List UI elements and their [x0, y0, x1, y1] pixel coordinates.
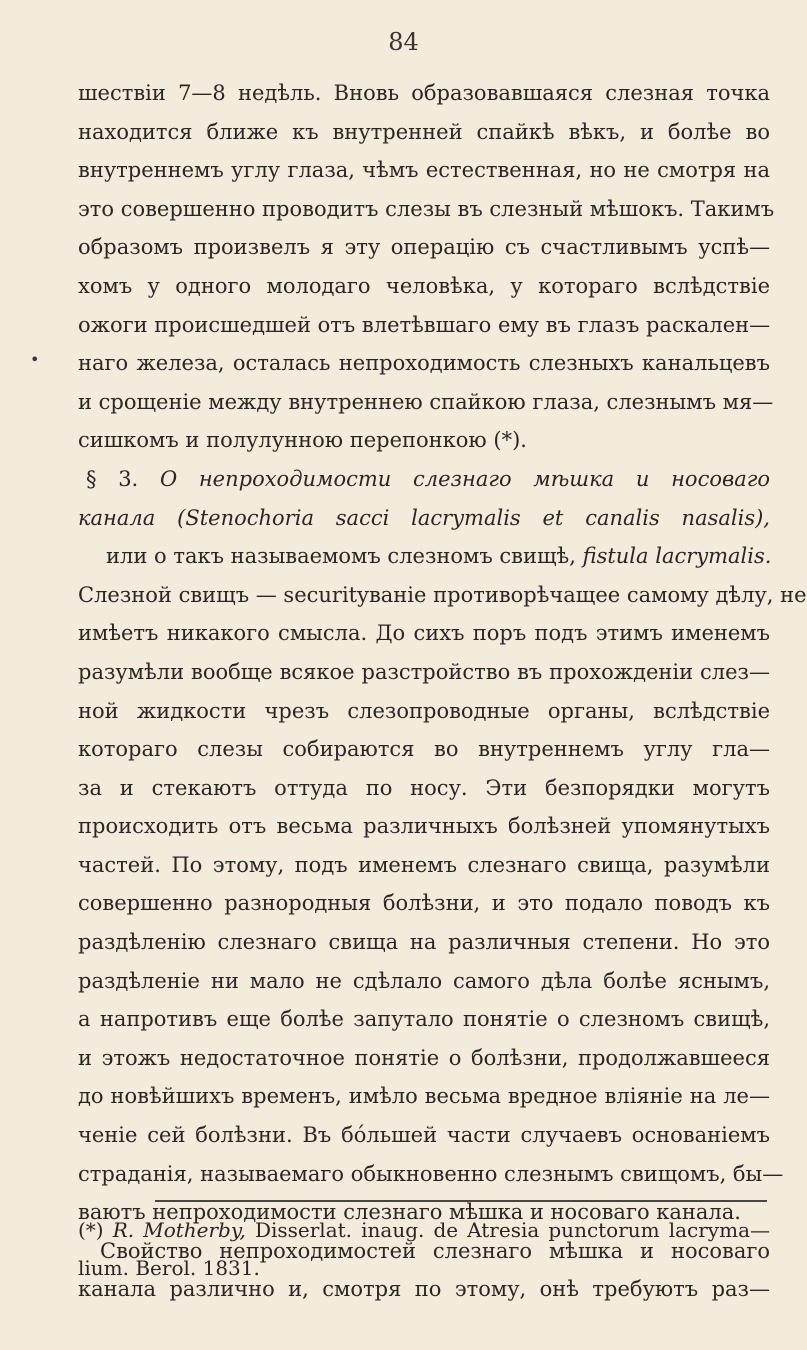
- text-line: частей. По этому, подъ именемъ слезнаго свища, разумѣли: [78, 852, 770, 877]
- text-line: и этожъ недостаточное понятіе о болѣзни, продолжавшееся: [78, 1045, 770, 1070]
- text-line: раздѣленію слезнаго свища на различныя степени. Но это: [78, 930, 770, 955]
- text-line: ченіе сей болѣзни. Въ бо́льшей части случаевъ основаніемъ: [78, 1123, 770, 1148]
- text-line: имѣетъ никакого смысла. До сихъ поръ подъ этимъ именемъ: [78, 621, 770, 646]
- text-line: ваютъ непроходимости слезнаго мѣшка и носоваго канала.: [78, 1200, 741, 1225]
- text-line: шествіи 7—8 недѣль. Вновь образовавшаяся слезная точка: [78, 81, 770, 105]
- section-heading-line: [78, 460, 770, 499]
- text-line: совершенно разнородныя болѣзни, и это подало поводъ къ: [78, 891, 770, 916]
- text-line: наго железа, осталась непроходимость слезныхъ канальцевъ: [78, 351, 770, 376]
- text-line: Свойство непроходимостей слезнаго мѣшка и носоваго: [100, 1238, 770, 1263]
- text-line: канала различно и, смотря по этому, онѣ требуютъ раз—: [78, 1277, 770, 1302]
- margin-mark: •: [30, 350, 40, 369]
- text-line: хомъ у одного молодаго человѣка, у котораго вслѣдствіе: [78, 273, 770, 298]
- section-title: О непроходимости слезнаго мѣшка и носоваго: [159, 466, 770, 491]
- text-line: находится ближе къ внутренней спайкѣ вѣкъ, и болѣе во: [78, 119, 770, 144]
- text-line: раздѣленіе ни мало не сдѣлало самого дѣла болѣе яснымъ,: [78, 968, 770, 993]
- text-line: ожоги происшедшей отъ влетѣвшаго ему въ глазъ раскален—: [78, 312, 771, 337]
- section-title-cont: канала: [78, 505, 156, 530]
- section-title-latin: (Stenochoria sacci lacrymalis et canalis nasalis),: [177, 505, 770, 530]
- footnote-line: [78, 1211, 770, 1249]
- footnote-author: R. Motherby,: [112, 1218, 246, 1242]
- text-line: образомъ произвелъ я эту операцію съ счастливымъ успѣ—: [78, 235, 770, 260]
- text-line: Слезной свищъ — securityваніе противорѣчащее самому дѣлу, не: [78, 582, 807, 607]
- page-number: 84: [388, 28, 419, 56]
- text-line: происходить отъ весьма различныхъ болѣзней упомянутыхъ: [78, 814, 770, 839]
- footnote-citation: Disserlat. inaug. de Atresia punctorum lacryma—: [254, 1218, 770, 1242]
- footnote-line: lium. Berol. 1831.: [78, 1256, 260, 1280]
- text-line: и срощеніе между внутреннею спайкою глаза, слезнымъ мя—: [78, 389, 774, 414]
- text-line: сишкомъ и полулунною перепонкою (*).: [78, 428, 527, 453]
- section-subtitle-latin: fistula lacrymalis.: [582, 544, 772, 569]
- section-subtitle: или о такъ называемомъ слезномъ свищѣ,: [106, 544, 576, 569]
- section-heading-line: [78, 499, 770, 538]
- main-text: [78, 74, 807, 1309]
- text-line: ной жидкости чрезъ слезопроводные органы, вслѣдствіе: [78, 698, 770, 723]
- text-line: а напротивъ еще болѣе запутало понятіе о слезномъ свищѣ,: [78, 1007, 770, 1032]
- footnote-divider: [155, 1200, 767, 1202]
- footnote: [78, 1211, 770, 1287]
- text-line: страданія, называемаго обыкновенно слезнымъ свищомъ, бы—: [78, 1161, 784, 1186]
- text-line: за и стекаютъ оттуда по носу. Эти безпорядки могутъ: [78, 775, 770, 800]
- text-line: котораго слезы собираются во внутреннемъ углу гла—: [78, 737, 770, 762]
- section-heading-line: [78, 537, 770, 576]
- text-line: разумѣли вообще всякое разстройство въ прохожденіи слез—: [78, 659, 770, 684]
- text-line: внутреннемъ углу глаза, чѣмъ естественная, но не смотря на: [78, 158, 770, 183]
- section-number: § 3.: [86, 466, 139, 491]
- text-line: до новѣйшихъ временъ, имѣло весьма вредное вліяніе на ле—: [78, 1084, 770, 1109]
- footnote-marker: (*): [78, 1218, 104, 1242]
- text-line: это совершенно проводитъ слезы въ слезный мѣшокъ. Такимъ: [78, 196, 775, 221]
